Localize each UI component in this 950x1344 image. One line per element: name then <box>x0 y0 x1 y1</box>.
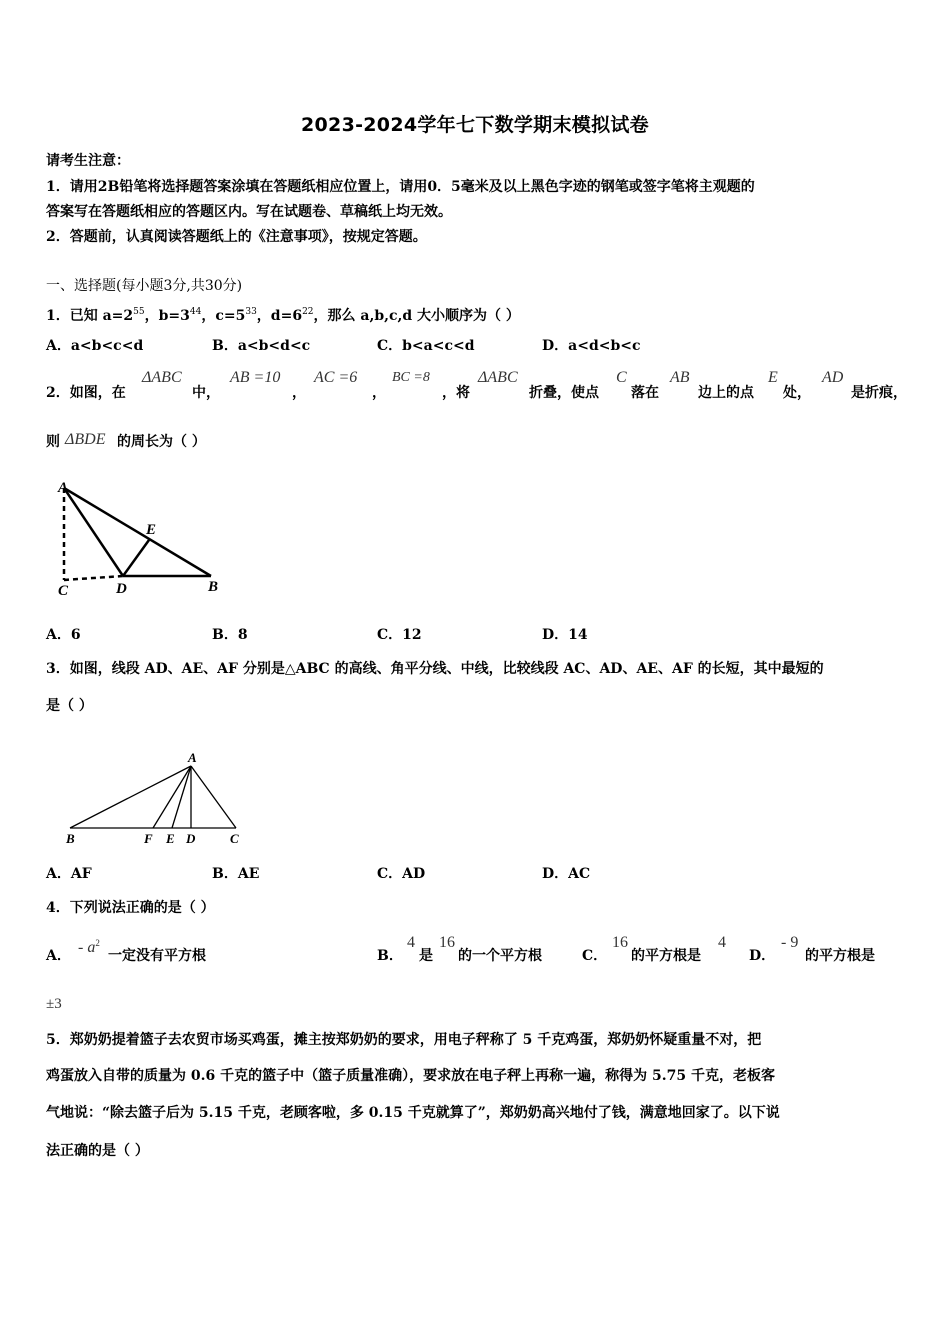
q3-option-d[interactable]: D．AC <box>542 866 591 882</box>
q2-text-8: 边上的点 <box>698 385 754 401</box>
q3-option-a[interactable]: A．AF <box>46 866 92 882</box>
q2-math-triangle-bde: ΔBDE <box>65 431 106 448</box>
q4-option-b-text-2: 的一个平方根 <box>458 948 542 964</box>
fig3-label-e: E <box>166 831 175 846</box>
q2-option-d[interactable]: D．14 <box>542 627 588 643</box>
q4-option-c-math-2: 4 <box>718 934 726 951</box>
q1-option-a[interactable]: A．a<b<c<d <box>46 338 144 354</box>
fig2-label-c: C <box>58 583 69 599</box>
fig3-label-c: C <box>230 831 239 846</box>
q2-text-6: 折叠，使点 <box>529 385 599 401</box>
q5-stem-line-4: 法正确的是（ ） <box>46 1143 149 1159</box>
q2-text-3: ， <box>292 385 306 401</box>
q2-math-ac: AC =6 <box>314 369 358 386</box>
q4-option-a-label[interactable]: A． <box>46 948 71 964</box>
q4-option-c-label[interactable]: C． <box>582 948 608 964</box>
q1-prefix: 1．已知 a=2 <box>46 308 134 324</box>
q3-option-c[interactable]: C．AD <box>377 866 426 882</box>
q1-b-exponent: 44 <box>189 307 202 317</box>
q2-text-7: 落在 <box>631 385 659 401</box>
q5-stem-line-1: 5．郑奶奶提着篮子去农贸市场买鸡蛋，摊主按郑奶奶的要求，用电子秤称了 5 千克鸡蛋，郑奶奶怀疑重量不对，把 <box>46 1032 762 1048</box>
q5-stem-line-3: 气地说：“除去篮子后为 5.15 千克，老顾客啦，多 0.15 千克就算了”，郑奶奶高兴地付了钱，满意地回家了。以下说 <box>46 1105 780 1121</box>
fig2-label-d: D <box>116 581 127 597</box>
fig3-label-b: B <box>66 831 75 846</box>
q2-math-bc: BC =8 <box>392 370 430 385</box>
q2-math-ab-edge: AB <box>670 369 690 386</box>
page-title: 2023-2024学年七下数学期末模拟试卷 <box>301 114 649 136</box>
q2-text-1: 2．如图，在 <box>46 385 126 401</box>
fig3-label-a: A <box>188 750 197 765</box>
q4-option-d-math-2: ±3 <box>46 996 62 1012</box>
q5-stem-line-2: 鸡蛋放入自带的质量为 0.6 千克的篮子中（篮子质量准确），要求放在电子秤上再称一遍，称得为 5.75 千克，老板客 <box>46 1068 775 1084</box>
q4-option-a-math <box>78 933 100 958</box>
fig2-edge-ab <box>64 488 211 576</box>
fig2-edge-ad <box>64 488 123 576</box>
q1-a-exponent: 55 <box>133 307 145 317</box>
q4-stem: 4．下列说法正确的是（ ） <box>46 900 215 916</box>
q1-option-d[interactable]: D．a<d<b<c <box>542 338 641 354</box>
fig3-bisector-ae <box>172 766 191 828</box>
fig3-edge-ab <box>70 766 191 828</box>
q2-text-9: 处， <box>783 385 811 401</box>
q4-option-d-text: 的平方根是 <box>805 948 875 964</box>
q4-option-b-math-1: 4 <box>407 934 415 951</box>
q4-option-b-math-2: 16 <box>439 934 455 951</box>
q2-math-ab: AB =10 <box>230 369 281 386</box>
q1-d-exponent: 22 <box>302 307 314 317</box>
q1-b-label: ，b=3 <box>144 308 190 324</box>
q2-option-c[interactable]: C．12 <box>377 627 422 643</box>
q2-math-triangle-abc: ΔABC <box>142 369 182 386</box>
q2-math-c: C <box>616 369 627 386</box>
q1-c-exponent: 33 <box>245 307 257 317</box>
notice-line-1: 1．请用2B铅笔将选择题答案涂填在答题纸相应位置上，请用0．5毫米及以上黑色字迹的钢笔或签字笔将主观题的 <box>46 179 755 195</box>
fig2-edge-de <box>123 540 149 576</box>
q4-a-base: - a <box>78 939 96 956</box>
q4-option-c-math-1: 16 <box>612 934 628 951</box>
q2-math-e: E <box>768 369 778 386</box>
q1-suffix: ，那么 a,b,c,d 大小顺序为（ ） <box>313 308 520 324</box>
q4-option-d-math-1: - 9 <box>781 934 799 951</box>
fig3-edge-ac <box>191 766 236 828</box>
q2-line2-b: 的周长为（ ） <box>117 434 206 450</box>
q3-figure <box>60 748 250 848</box>
fig2-label-e: E <box>146 522 157 538</box>
notice-heading: 请考生注意： <box>46 153 130 169</box>
question-1-stem <box>46 302 520 326</box>
q4-option-a-text: 一定没有平方根 <box>108 948 206 964</box>
q4-option-c-text: 的平方根是 <box>631 948 701 964</box>
q2-line2-a: 则 <box>46 434 60 450</box>
q2-text-10: 是折痕， <box>851 385 907 401</box>
fig3-label-d: D <box>186 831 196 846</box>
fig3-label-f: F <box>144 831 153 846</box>
q2-text-5: ，将 <box>442 385 470 401</box>
q2-text-4: ， <box>372 385 386 401</box>
q3-stem-line-1: 3．如图，线段 AD、AE、AF 分别是△ABC 的高线、角平分线、中线，比较线段 AC、AD、AE、AF 的长短，其中最短的 <box>46 661 824 677</box>
fig2-edge-cd <box>64 576 123 580</box>
q3-stem-line-2: 是（ ） <box>46 698 93 714</box>
notice-line-3: 2．答题前，认真阅读答题纸上的《注意事项》，按规定答题。 <box>46 229 427 245</box>
q2-math-ad: AD <box>822 369 844 386</box>
q4-option-b-label[interactable]: B． <box>377 948 403 964</box>
q4-a-exp: 2 <box>95 938 100 948</box>
q4-option-d-label[interactable]: D． <box>749 948 776 964</box>
q1-option-b[interactable]: B．a<b<d<c <box>212 338 311 354</box>
fig2-label-b: B <box>208 579 219 595</box>
q2-figure <box>46 470 236 605</box>
q4-option-b-text-1: 是 <box>419 948 433 964</box>
fig2-label-a: A <box>58 480 69 496</box>
notice-line-2: 答案写在答题纸相应的答题区内。写在试题卷、草稿纸上均无效。 <box>46 204 452 220</box>
q2-option-b[interactable]: B．8 <box>212 627 248 643</box>
section-heading: 一、选择题(每小题3分,共30分) <box>46 278 243 294</box>
q2-option-a[interactable]: A．6 <box>46 627 81 643</box>
q1-option-c[interactable]: C．b<a<c<d <box>377 338 475 354</box>
q1-c-label: ，c=5 <box>201 308 246 324</box>
q1-d-label: ，d=6 <box>256 308 303 324</box>
q3-option-b[interactable]: B．AE <box>212 866 260 882</box>
q2-text-2: 中， <box>192 385 220 401</box>
q2-math-triangle-abc-2: ΔABC <box>478 369 518 386</box>
